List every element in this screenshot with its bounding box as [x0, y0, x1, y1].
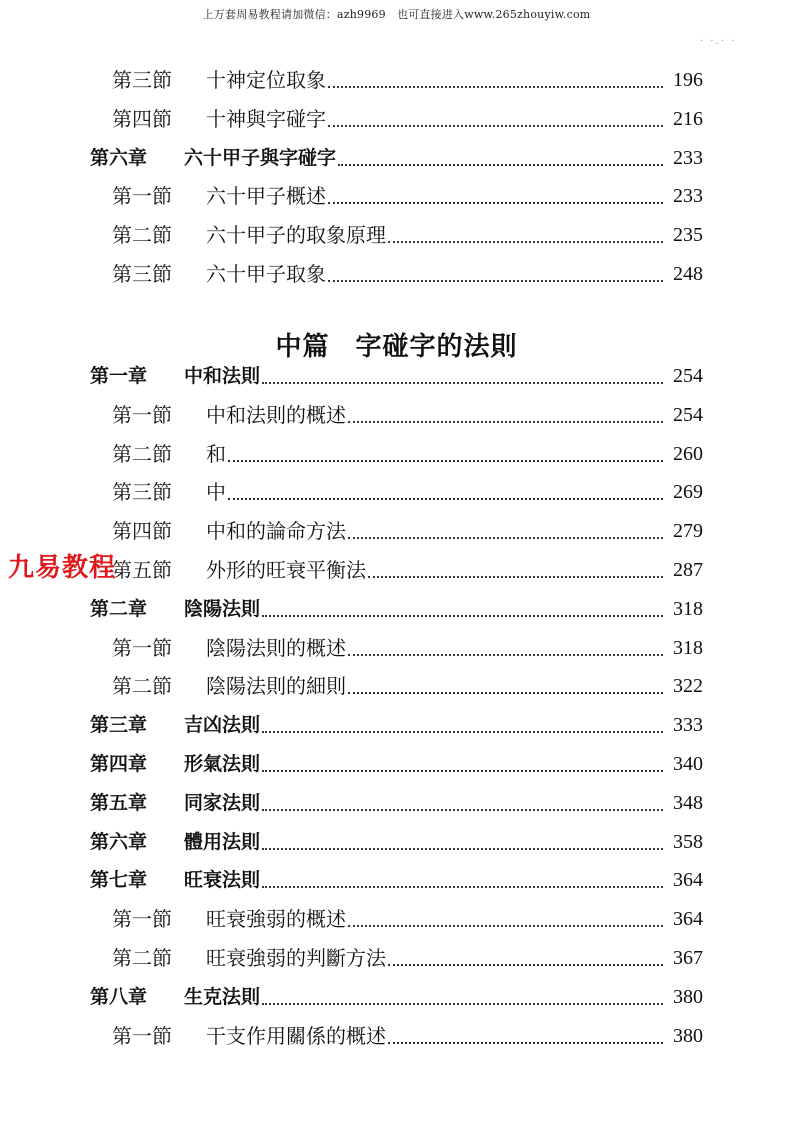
toc-entry-title: 中和法則的概述	[206, 402, 346, 427]
toc-entry-number: 第四節	[112, 519, 172, 544]
toc-entry-title: 十神定位取象	[206, 68, 326, 92]
toc-page-number: 254	[673, 365, 703, 387]
toc-entry-number: 第三節	[112, 262, 172, 286]
toc-entry-number: 第一節	[112, 635, 172, 660]
toc-chapter-row	[0, 789, 793, 819]
toc-entry-title: 十神與字碰字	[206, 106, 326, 131]
toc-entry-number: 第一節	[112, 402, 172, 427]
toc-page-number: 340	[673, 753, 703, 775]
toc-entry-title: 六十甲子與字碰字	[184, 146, 337, 169]
toc-dot-leader	[262, 731, 663, 733]
toc-dot-leader	[228, 498, 663, 500]
toc-entry-number: 第三章	[90, 714, 148, 737]
toc-section-row	[0, 401, 793, 431]
toc-entry-number: 第三節	[112, 68, 172, 92]
toc-section-row	[0, 556, 793, 586]
toc-dot-leader	[328, 280, 663, 282]
toc-entry-title: 旺衰強弱的概述	[206, 907, 346, 932]
toc-section-row	[0, 672, 793, 702]
toc-dot-leader	[262, 886, 663, 888]
toc-dot-leader	[328, 125, 663, 127]
toc-section-row	[0, 478, 793, 508]
toc-entry-title: 吉凶法則	[184, 714, 261, 737]
toc-page-number: 318	[673, 636, 703, 659]
toc-chapter-row	[0, 595, 793, 625]
toc-page-number: 358	[673, 830, 703, 853]
toc-entry-title: 中	[206, 480, 226, 505]
toc-page-number: 254	[673, 403, 703, 426]
toc-dot-leader	[388, 1042, 663, 1044]
part-heading	[0, 326, 793, 363]
toc-chapter-row	[0, 866, 793, 896]
toc-entry-number: 第二節	[112, 441, 172, 466]
toc-page-number: 380	[673, 1024, 703, 1047]
part-heading-prefix: 中篇	[275, 332, 330, 362]
toc-entry-number: 第四節	[112, 106, 172, 131]
toc-section-row	[0, 182, 793, 212]
toc-section-row	[0, 634, 793, 664]
toc-dot-leader	[338, 164, 663, 166]
toc-page-number: 333	[673, 714, 703, 737]
header-watermark: 上万套周易教程请加微信：azh9969 也可直接进入www.265zhouyiw.com	[202, 8, 591, 21]
toc-entry-number: 第一章	[90, 365, 148, 387]
toc-page-number: 364	[673, 869, 703, 892]
toc-dot-leader	[262, 809, 663, 811]
toc-entry-title: 體用法則	[184, 830, 261, 853]
toc-page-number: 235	[673, 224, 703, 247]
toc-entry-number: 第七章	[90, 869, 148, 892]
toc-page-number: 367	[673, 947, 703, 969]
toc-entry-number: 第六章	[90, 146, 148, 169]
toc-dot-leader	[262, 848, 663, 850]
toc-dot-leader	[328, 86, 663, 88]
toc-entry-title: 中和的論命方法	[206, 519, 346, 544]
toc-entry-number: 第五節	[112, 558, 172, 582]
toc-section-row	[0, 517, 793, 547]
toc-section-row	[0, 260, 793, 290]
toc-chapter-row	[0, 362, 793, 392]
toc-page-number: 322	[673, 675, 703, 698]
toc-entry-title: 旺衰強弱的判斷方法	[206, 946, 386, 970]
toc-entry-number: 第一節	[112, 907, 172, 932]
toc-entry-title: 同家法則	[184, 791, 261, 814]
toc-entry-number: 第二章	[90, 597, 148, 620]
toc-dot-leader	[262, 615, 663, 617]
toc-entry-number: 第二節	[112, 223, 172, 248]
toc-page-number: 248	[673, 263, 703, 285]
toc-chapter-row	[0, 750, 793, 780]
toc-dot-leader	[262, 1003, 663, 1005]
toc-section-row	[0, 66, 793, 96]
toc-chapter-row	[0, 983, 793, 1013]
toc-dot-leader	[388, 241, 663, 243]
toc-entry-number: 第四章	[90, 753, 148, 775]
toc-page-number: 216	[673, 107, 703, 130]
toc-page-number: 196	[673, 69, 703, 91]
corner-marks: · ·.· ·	[700, 36, 737, 47]
toc-entry-number: 第二節	[112, 674, 172, 699]
toc-entry-number: 第五章	[90, 791, 148, 814]
toc-page-number: 233	[673, 185, 703, 208]
toc-page-number: 287	[673, 559, 703, 581]
toc-entry-title: 形氣法則	[184, 753, 261, 775]
toc-entry-title: 干支作用關係的概述	[206, 1023, 386, 1048]
toc-entry-title: 六十甲子概述	[206, 184, 326, 209]
toc-page-number: 260	[673, 442, 703, 465]
toc-dot-leader	[368, 576, 663, 578]
toc-entry-number: 第二節	[112, 946, 172, 970]
toc-entry-title: 生克法則	[184, 985, 261, 1008]
toc-entry-title: 陰陽法則	[184, 597, 261, 620]
toc-entry-title: 陰陽法則的概述	[206, 635, 346, 660]
toc-chapter-row	[0, 144, 793, 174]
watermark-stamp: 九易教程	[8, 553, 117, 583]
toc-entry-title: 旺衰法則	[184, 869, 261, 892]
toc-entry-title: 中和法則	[184, 365, 261, 387]
toc-dot-leader	[262, 382, 663, 384]
toc-page-number: 269	[673, 481, 703, 504]
toc-section-row	[0, 105, 793, 135]
toc-chapter-row	[0, 711, 793, 741]
toc-page-number: 348	[673, 791, 703, 814]
toc-entry-number: 第六章	[90, 830, 148, 853]
toc-page-number: 318	[673, 597, 703, 620]
toc-page-number: 233	[673, 146, 703, 169]
toc-section-row	[0, 440, 793, 470]
toc-dot-leader	[228, 460, 663, 462]
part-heading-title: 字碰字的法則	[355, 332, 518, 362]
toc-entry-number: 第八章	[90, 985, 148, 1008]
toc-dot-leader	[348, 421, 663, 423]
toc-dot-leader	[262, 770, 663, 772]
toc-entry-number: 第一節	[112, 184, 172, 209]
toc-entry-number: 第三節	[112, 480, 172, 505]
toc-chapter-row	[0, 828, 793, 858]
toc-dot-leader	[348, 925, 663, 927]
toc-dot-leader	[348, 654, 663, 656]
toc-page-number: 279	[673, 520, 703, 543]
toc-dot-leader	[348, 692, 663, 694]
toc-section-row	[0, 221, 793, 251]
toc-section-row	[0, 905, 793, 935]
toc-dot-leader	[348, 537, 663, 539]
toc-entry-title: 和	[206, 441, 226, 466]
toc-entry-title: 六十甲子的取象原理	[206, 223, 386, 248]
toc-entry-title: 外形的旺衰平衡法	[206, 558, 366, 582]
toc-page-number: 380	[673, 985, 703, 1008]
toc-dot-leader	[388, 964, 663, 966]
toc-entry-number: 第一節	[112, 1023, 172, 1048]
toc-section-row	[0, 944, 793, 974]
toc-section-row	[0, 1022, 793, 1052]
toc-entry-title: 六十甲子取象	[206, 262, 326, 286]
toc-page-number: 364	[673, 908, 703, 931]
toc-entry-title: 陰陽法則的細則	[206, 674, 346, 699]
toc-dot-leader	[328, 202, 663, 204]
